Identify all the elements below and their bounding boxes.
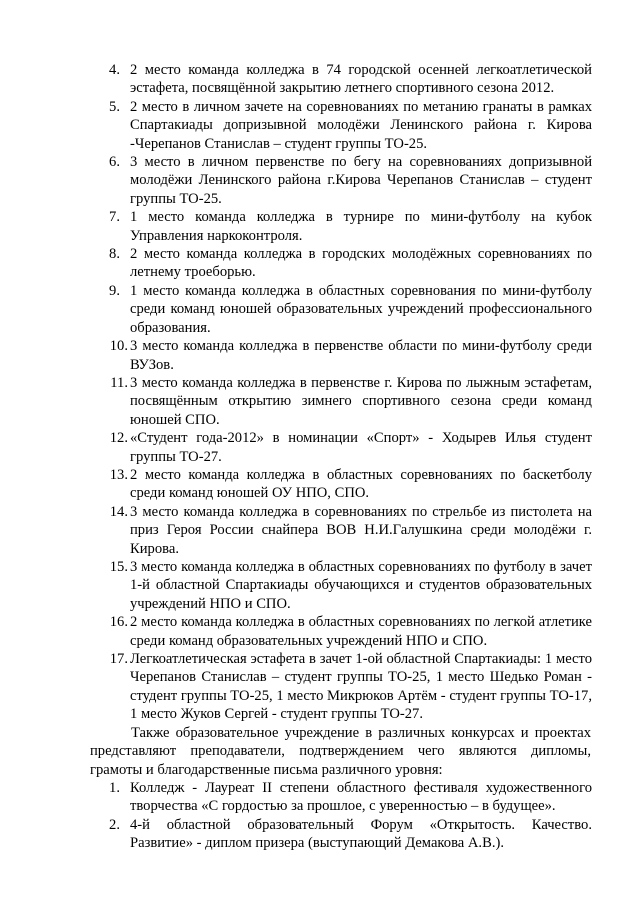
list-item-text: 3 место команда колледжа в областных соревнованиях по футболу в зачет 1-й областной Спартакиады обучающихся и студентов образовательных учреждений НПО и СПО. [130, 558, 592, 612]
list-item-number: 8. [109, 246, 120, 263]
list-item-number: 15. [109, 558, 128, 575]
list-item-number: 11. [110, 374, 128, 391]
list-item [0, 98, 638, 153]
awards-list [0, 779, 638, 853]
list-item [0, 245, 638, 282]
list-item [0, 650, 638, 724]
list-item-text: «Студент года-2012» в номинации «Спорт» - Ходырев Илья студент группы ТО-27. [130, 430, 592, 465]
list-item [0, 429, 638, 466]
list-item [0, 779, 638, 816]
list-item-text: 2 место команда колледжа в 74 городской осенней легкоатлетической эстафета, посвящённой закрытию летнего спортивного сезона 2012. [130, 62, 592, 97]
list-item-text: 3 место команда колледжа в соревнованиях по стрельбе из пистолета на приз Героя России снайпера ВОВ Н.И.Галушкина среди молодёжи г. Кирова. [130, 503, 592, 557]
list-item [0, 337, 638, 374]
list-item-text: 2 место команда колледжа в городских молодёжных соревнованиях по летнему троеборью. [130, 246, 592, 281]
list-item-number: 10. [109, 338, 128, 355]
list-item-number: 17. [109, 651, 128, 667]
list-item-number: 4. [109, 62, 120, 78]
list-item [0, 282, 638, 337]
list-item-text: 2 место команда колледжа в областных соревнованиях по баскетболу среди команд юношей ОУ НПО, СПО. [130, 466, 592, 502]
list-item-text: 3 место команда колледжа в первенстве г. Кирова по лыжным эстафетам, посвящённым открытию зимнего спортивного сезона среди команд юношей СПО. [130, 374, 592, 428]
list-item-number: 16. [109, 614, 128, 631]
list-item-number: 14. [109, 503, 128, 520]
list-item-number: 12. [109, 430, 128, 447]
list-item [0, 558, 638, 613]
list-item-number: 1. [109, 780, 120, 796]
list-item-number: 5. [109, 98, 120, 115]
list-item-text: 4-й областной образовательный Форум «Открытость. Качество. Развитие» - диплом призера (выступающий Демакова А.В.). [130, 816, 592, 852]
list-item-number: 6. [109, 154, 120, 171]
list-item-text: 2 место команда колледжа в областных соревнованиях по легкой атлетике среди команд образовательных учреждений НПО и СПО. [130, 614, 592, 649]
list-item [0, 374, 638, 429]
list-item-number: 9. [109, 282, 120, 299]
list-item-number: 7. [109, 209, 120, 226]
intro-paragraph: Также образовательное учреждение в различных конкурсах и проектах представляют преподаватели, подтверждением чего являются дипломы, грамоты и благодарственные письма различного уровня: [90, 725, 591, 778]
list-item-number: 2. [109, 816, 120, 833]
list-item [0, 466, 638, 503]
list-item [0, 208, 638, 245]
list-item-text: Колледж - Лауреат II степени областного фестиваля художественного творчества «С гордостью за прошлое, с уверенностью – в будущее». [130, 780, 592, 815]
list-item [0, 816, 638, 853]
list-item [0, 613, 638, 650]
list-item-text: 3 место в личном первенстве по бегу на соревнованиях допризывной молодёжи Ленинского района г.Кирова Черепанов Станислав – студент группы ТО-25. [130, 154, 592, 207]
list-item [0, 503, 638, 558]
list-item-text: Легкоатлетическая эстафета в зачет 1-ой областной Спартакиады: 1 место Черепанов Станислав – студент группы ТО-25, 1 место Шедько Роман - студент группы ТО-25, 1 место Микрюков Артём - студент группы ТО-17, 1 место Жуков Сергей - студент группы ТО-27. [130, 651, 592, 723]
list-item [0, 61, 638, 98]
list-item-text: 3 место команда колледжа в первенстве области по мини-футболу среди ВУЗов. [130, 338, 592, 373]
achievements-list [0, 61, 638, 724]
list-item-text: 1 место команда колледжа в турнире по мини-футболу на кубок Управления наркоконтроля. [130, 209, 592, 244]
list-item [0, 153, 638, 208]
list-item-text: 1 место команда колледжа в областных соревнования по мини-футболу среди команд юношей образовательных учреждений профессионального образования. [130, 282, 592, 336]
list-item-number: 13. [109, 466, 128, 483]
list-item-text: 2 место в личном зачете на соревнованиях по метанию гранаты в рамках Спартакиады допризывной молодёжи Ленинского района г. Кирова -Черепанов Станислав – студент группы ТО-25. [130, 98, 592, 152]
